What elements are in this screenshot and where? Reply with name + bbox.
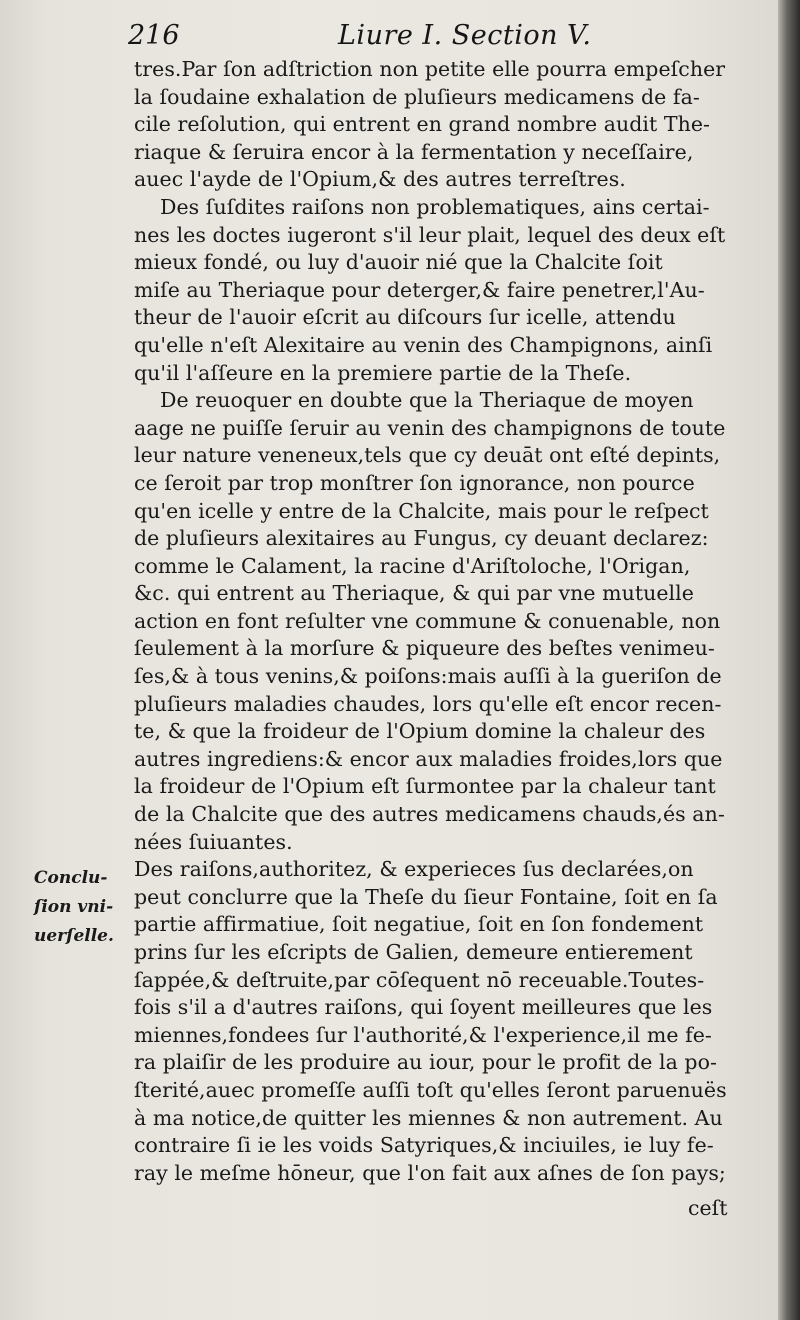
- text-line: ſappée,& deſtruite,par cōſequent nō receuable.Toutes-: [134, 967, 705, 992]
- text-line: pluſieurs maladies chaudes, lors qu'elle eſt encor recen-: [134, 691, 722, 716]
- text-line: de la Chalcite que des autres medicamens chauds,és an-: [134, 802, 725, 827]
- text-line: qu'il l'aſſeure en la premiere partie de la Theſe.: [134, 360, 632, 385]
- text-line: leur nature veneneux,tels que cy deuāt ont eſté depints,: [134, 443, 721, 468]
- text-line: mieux fondé, ou luy d'auoir nié que la Chalcite ſoit: [134, 250, 663, 275]
- text-line: ray le meſme hōneur, que l'on fait aux aſnes de ſon pays;: [134, 1160, 726, 1185]
- text-line: miennes,fondees ſur l'authorité,& l'experience,il me fe-: [134, 1022, 712, 1047]
- page-header: [128, 16, 748, 56]
- text-line: te, & que la froideur de l'Opium domine la chaleur des: [134, 719, 706, 744]
- text-line: comme le Calament, la racine d'Ariſtoloche, l'Origan,: [134, 553, 691, 578]
- text-line: cile reſolution, qui entrent en grand nombre audit The-: [134, 112, 711, 137]
- page-edge-shadow: [778, 0, 800, 1320]
- paragraph-start-line: Des raiſons,authoritez, & experieces ſus declarées,on: [134, 857, 694, 882]
- text-line: &c. qui entrent au Theriaque, & qui par vne mutuelle: [134, 581, 694, 606]
- text-line: partie affirmatiue, ſoit negatiue, ſoit en ſon fondement: [134, 912, 704, 937]
- margin-note-line: ſion vni-: [34, 897, 114, 917]
- page-number: 216: [128, 20, 180, 51]
- text-line: contraire ſi ie les voids Satyriques,& inciuiles, ie luy fe-: [134, 1133, 714, 1158]
- text-line: action en font reſulter vne commune & conuenable, non: [134, 608, 721, 633]
- text-line: autres ingrediens:& encor aux maladies froides,lors que: [134, 746, 723, 771]
- text-line: qu'en icelle y entre de la Chalcite, mais pour le reſpect: [134, 498, 709, 523]
- text-line: la froideur de l'Opium eſt ſurmontee par la chaleur tant: [134, 774, 716, 799]
- text-line: ſterité,auec promeſſe auſſi toſt qu'elles ſeront paruenuës: [134, 1077, 727, 1102]
- paragraph-start-line: Des ſuſdites raiſons non problematiques, ains certai-: [160, 194, 710, 219]
- text-line: nes les doctes iugeront s'il leur plait, lequel des deux eſt: [134, 222, 726, 247]
- text-line: à ma notice,de quitter les miennes & non autrement. Au: [134, 1105, 723, 1130]
- running-head: Liure I. Section V.: [338, 20, 592, 51]
- text-line: ſes,& à tous venins,& poiſons:mais auſſi à la gueriſon de: [134, 664, 722, 689]
- text-line: ſeulement à la morſure & piqueure des beſtes venimeu-: [134, 636, 715, 661]
- text-line: ce ſeroit par trop monſtrer ſon ignorance, non pource: [134, 470, 695, 495]
- text-line: tres.Par ſon adſtriction non petite elle pourra empeſcher: [134, 57, 726, 81]
- text-line: riaque & ſeruira encor à la fermentation y neceſſaire,: [134, 139, 694, 164]
- text-line: fois s'il a d'autres raiſons, qui ſoyent meilleures que les: [134, 995, 713, 1020]
- margin-note-line: uerſelle.: [34, 926, 114, 946]
- text-line: de pluſieurs alexitaires au Fungus, cy deuant declarez:: [134, 526, 709, 551]
- margin-note-line: Conclu-: [34, 868, 108, 888]
- text-line: auec l'ayde de l'Opium,& des autres terreſtres.: [134, 167, 626, 192]
- text-line: ra plaiſir de les produire au iour, pour le profit de la po-: [134, 1050, 717, 1075]
- text-line: nées ſuiuantes.: [134, 829, 293, 854]
- text-line: aage ne puiſſe ſeruir au venin des champignons de toute: [134, 415, 726, 440]
- show-through-text: [36, 100, 126, 800]
- text-line: la ſoudaine exhalation de pluſieurs medicamens de fa-: [134, 84, 700, 109]
- catchword: ceſt: [688, 1196, 728, 1220]
- paragraph-start-line: De reuoquer en doubte que la Theriaque de moyen: [160, 388, 694, 413]
- text-line: peut conclurre que la Theſe du ſieur Fontaine, ſoit en ſa: [134, 884, 718, 909]
- margin-note: [34, 864, 129, 951]
- text-line: miſe au Theriaque pour deterger,& faire penetrer,l'Au-: [134, 277, 705, 302]
- text-line: prins ſur les eſcripts de Galien, demeure entierement: [134, 940, 693, 964]
- body-text: [134, 56, 734, 1187]
- text-line: qu'elle n'eſt Alexitaire au venin des Champignons, ainſi: [134, 332, 713, 357]
- text-line: theur de l'auoir eſcrit au diſcours ſur icelle, attendu: [134, 305, 676, 330]
